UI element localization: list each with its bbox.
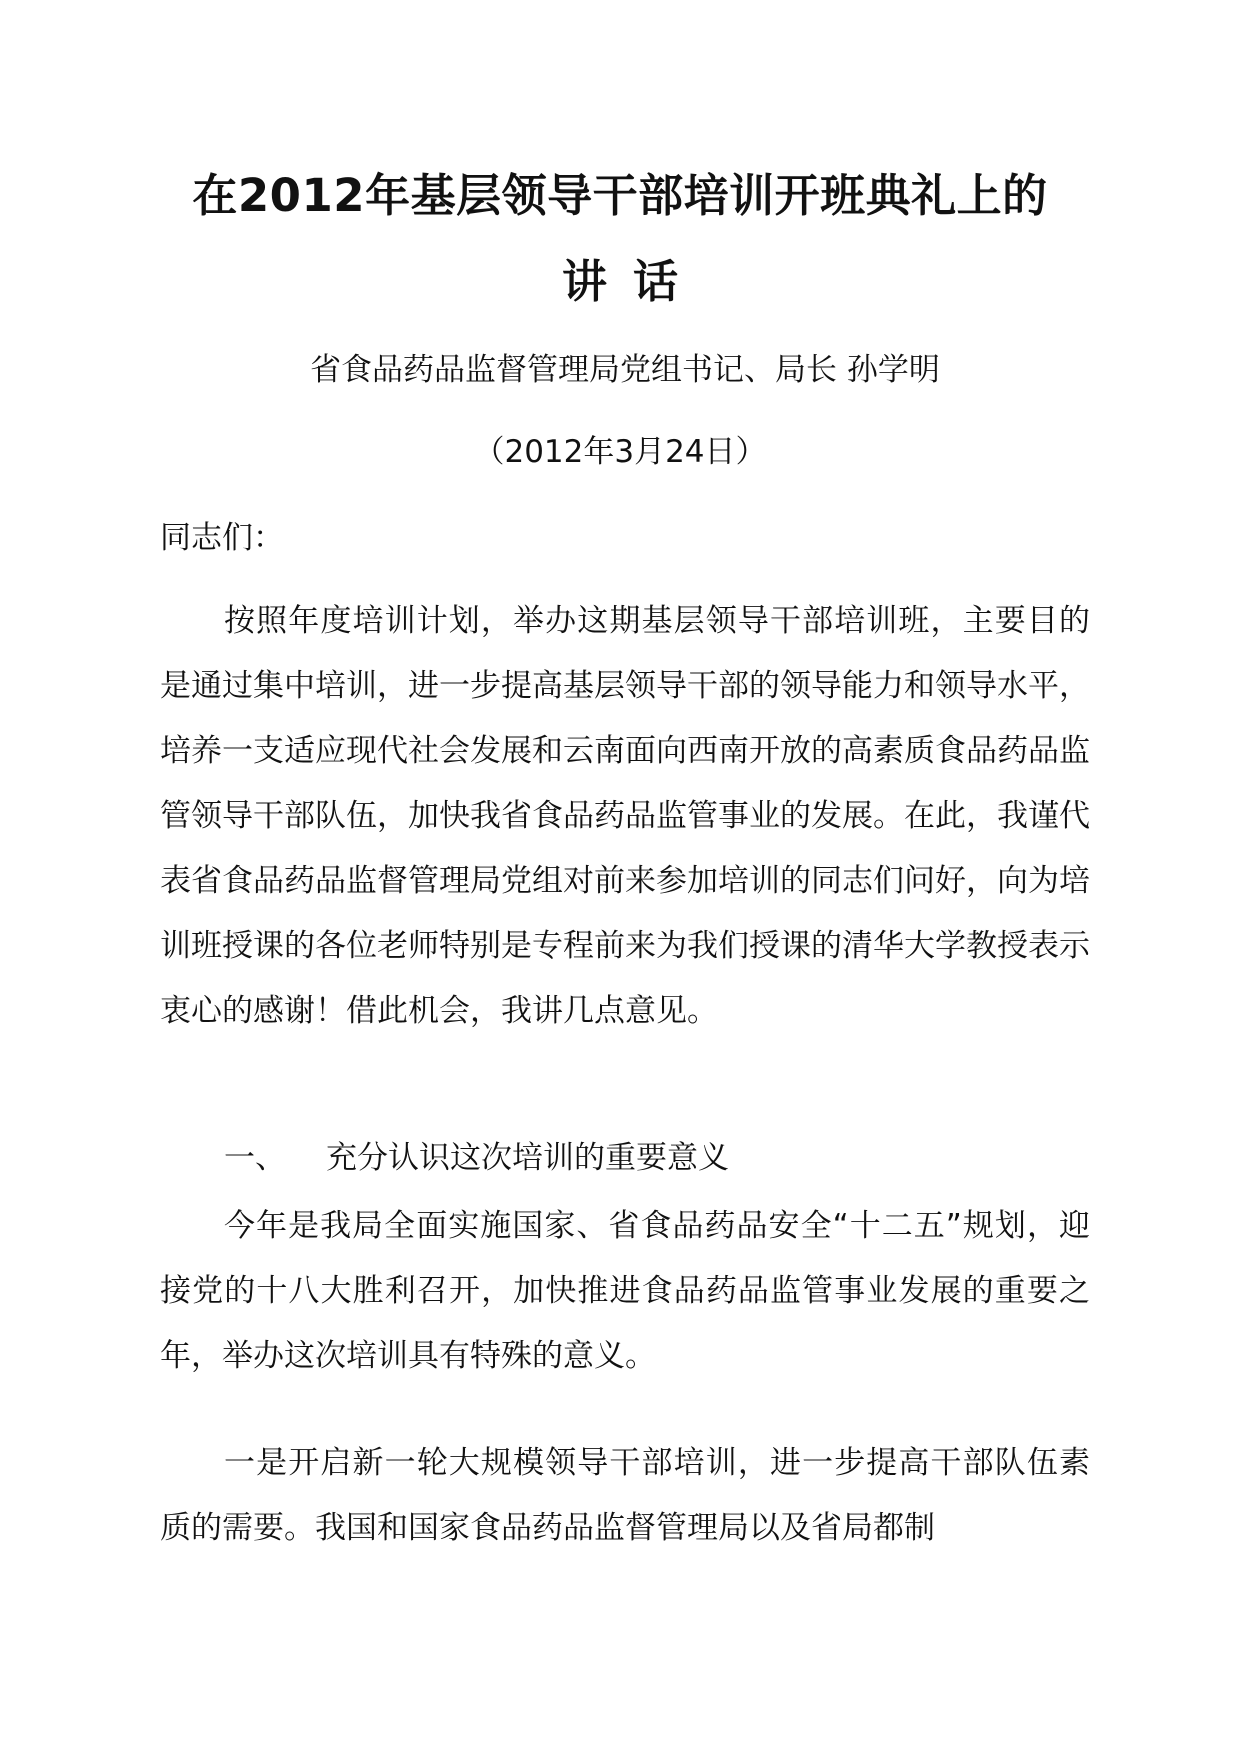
paragraph-point-1: 一是开启新一轮大规模领导干部培训，进一步提高干部队伍素质的需要。我国和国家食品药品监督管理局以及省局都制 (160, 1445, 1090, 1546)
section-number: 一、 (224, 1140, 286, 1176)
section-title: 充分认识这次培训的重要意义 (326, 1140, 729, 1176)
document-title-line-1: 在2012年基层领导干部培训开班典礼上的 (192, 169, 1048, 222)
paragraph-intro: 按照年度培训计划，举办这期基层领导干部培训班，主要目的是通过集中培训，进一步提高基层领导干部的领导能力和领导水平，培养一支适应现代社会发展和云南面向西南开放的高素质食品药品监管领导干部队伍，加快我省食品药品监管事业的发展。在此，我谨代表省食品药品监督管理局党组对前来参加培训的同志们问好，向为培训班授课的各位老师特别是专程前来为我们授课的清华大学教授表示衷心的感谢！借此机会，我讲几点意见。 (160, 603, 1090, 1029)
section-heading-1 (224, 1138, 729, 1178)
paragraph-section1-intro: 今年是我局全面实施国家、省食品药品安全“十二五”规划，迎接党的十八大胜利召开，加快推进食品药品监管事业发展的重要之年，举办这次培训具有特殊的意义。 (160, 1208, 1090, 1374)
document-title-line-2: 讲话 (561, 255, 704, 308)
speech-date: （2012年3月24日） (473, 434, 767, 470)
speaker-byline: 省食品药品监督管理局党组书记、局长 孙学明 (310, 352, 940, 388)
salutation: 同志们： (160, 520, 284, 556)
